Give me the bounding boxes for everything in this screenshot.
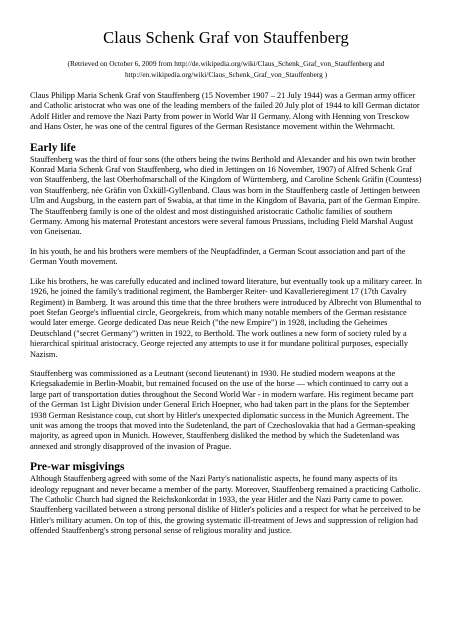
early-life-paragraph-4: Stauffenberg was commissioned as a Leutnant (second lieutenant) in 1930. He studied modern weapons at the Kriegsakademie in Berlin-Moabit, but remained focused on the use of the horse — which continued to carry out a large part of transportation duties throughout the Second World War - in modern warfare. His regiment became part of the German 1st Light Division under General Erich Hoepner, who had taken part in the plans for the September 1938 German Resistance coup, cut short by Hitler's unexpected diplomatic success in the Munich Agreement. The unit was among the troops that moved into the Sudetenland, the part of Czechoslovakia that had a German-speaking majority, as agreed upon in Munich. However, Stauffenberg disliked the method by which the Sudetenland was annexed and strongly disapproved of the invasion of Prague. (30, 368, 416, 451)
intro-paragraph: Claus Philipp Maria Schenk Graf von Stauffenberg (15 November 1907 – 21 July 1944) was a German army officer and Catholic aristocrat who was one of the leading members of the failed 20 July plot of 1944 to kill German dictator Adolf Hitler and remove the Nazi Party from power in World War II Germany. Along with Henning von Tresckow and Hans Oster, he was one of the central figures of the German Resistance movement within the Wehrmacht. (30, 91, 420, 132)
section-heading-early-life: Early life (30, 141, 76, 154)
section-heading-pre-war-misgivings: Pre-war misgivings (30, 461, 125, 474)
source-line-1: (Retrieved on October 6, 2009 from http://de.wikipedia.org/wiki/Claus_Schenk_Graf_von_Stauffenberg and (67, 59, 385, 68)
source-citation (30, 58, 422, 80)
pre-war-paragraph-1: Although Stauffenberg agreed with some of the Nazi Party's nationalistic aspects, he found many aspects of its ideology repugnant and never became a member of the party. Moreover, Stauffenberg remained a practicing Catholic. The Catholic Church had signed the Reichskonkordat in 1933, the year Hitler and the Nazi Party came to power. Stauffenberg vacillated between a strong personal dislike of Hitler's policies and a respect for what he perceived to be Hitler's military acumen. On top of this, the growing systematic ill-treatment of Jews and suppression of religion had offended Stauffenberg's strong personal sense of religious morality and justice. (30, 474, 421, 536)
source-line-2: http://en.wikipedia.org/wiki/Claus_Schenk_Graf_von_Stauffenberg ) (124, 70, 328, 79)
early-life-paragraph-1: Stauffenberg was the third of four sons (the others being the twins Berthold and Alexander and his own twin brother Konrad Maria Schenk Graf von Stauffenberg, who died in Jettingen on 16 November, 1907) of Alfred Schenk Graf von Stauffenberg, the last Oberhofmarschall of the Kingdom of Württemberg, and Caroline Schenk Gräfin (Countess) von Stauffenberg, née Gräfin von Üxküll-Gyllenband. Claus was born in the Stauffenberg castle of Jettingen between Ulm and Augsburg, in the eastern part of Swabia, at that time in the Kingdom of Bavaria, part of the German Empire. The Stauffenberg family is one of the oldest and most distinguished aristocratic Catholic families of southern Germany. Among his maternal Protestant ancestors were several famous Prussians, including Field Marshal August von Gneisenau. (30, 154, 422, 237)
early-life-paragraph-2: In his youth, he and his brothers were members of the Neupfadfinder, a German Scout association and part of the German Youth movement. (30, 246, 406, 267)
early-life-paragraph-3: Like his brothers, he was carefully educated and inclined toward literature, but eventually took up a military career. In 1926, he joined the family's traditional regiment, the Bamberger Reiter- und Kavallerieregiment 17 (17th Cavalry Regiment) in Bamberg. It was around this time that the three brothers were introduced by Albrecht von Blumenthal to poet Stefan George's influential circle, Georgekreis, from which many notable members of the German resistance would later emerge. George dedicated Das neue Reich ("the new Empire") in 1928, including the Geheimes Deutschland ("secret Germany") written in 1922, to Berthold. The work outlines a new form of society ruled by a hierarchical spiritual aristocracy. George rejected any attempts to use it for mundane political purposes, especially Nazism. (30, 276, 422, 359)
page-title: Claus Schenk Graf von Stauffenberg (103, 28, 349, 47)
